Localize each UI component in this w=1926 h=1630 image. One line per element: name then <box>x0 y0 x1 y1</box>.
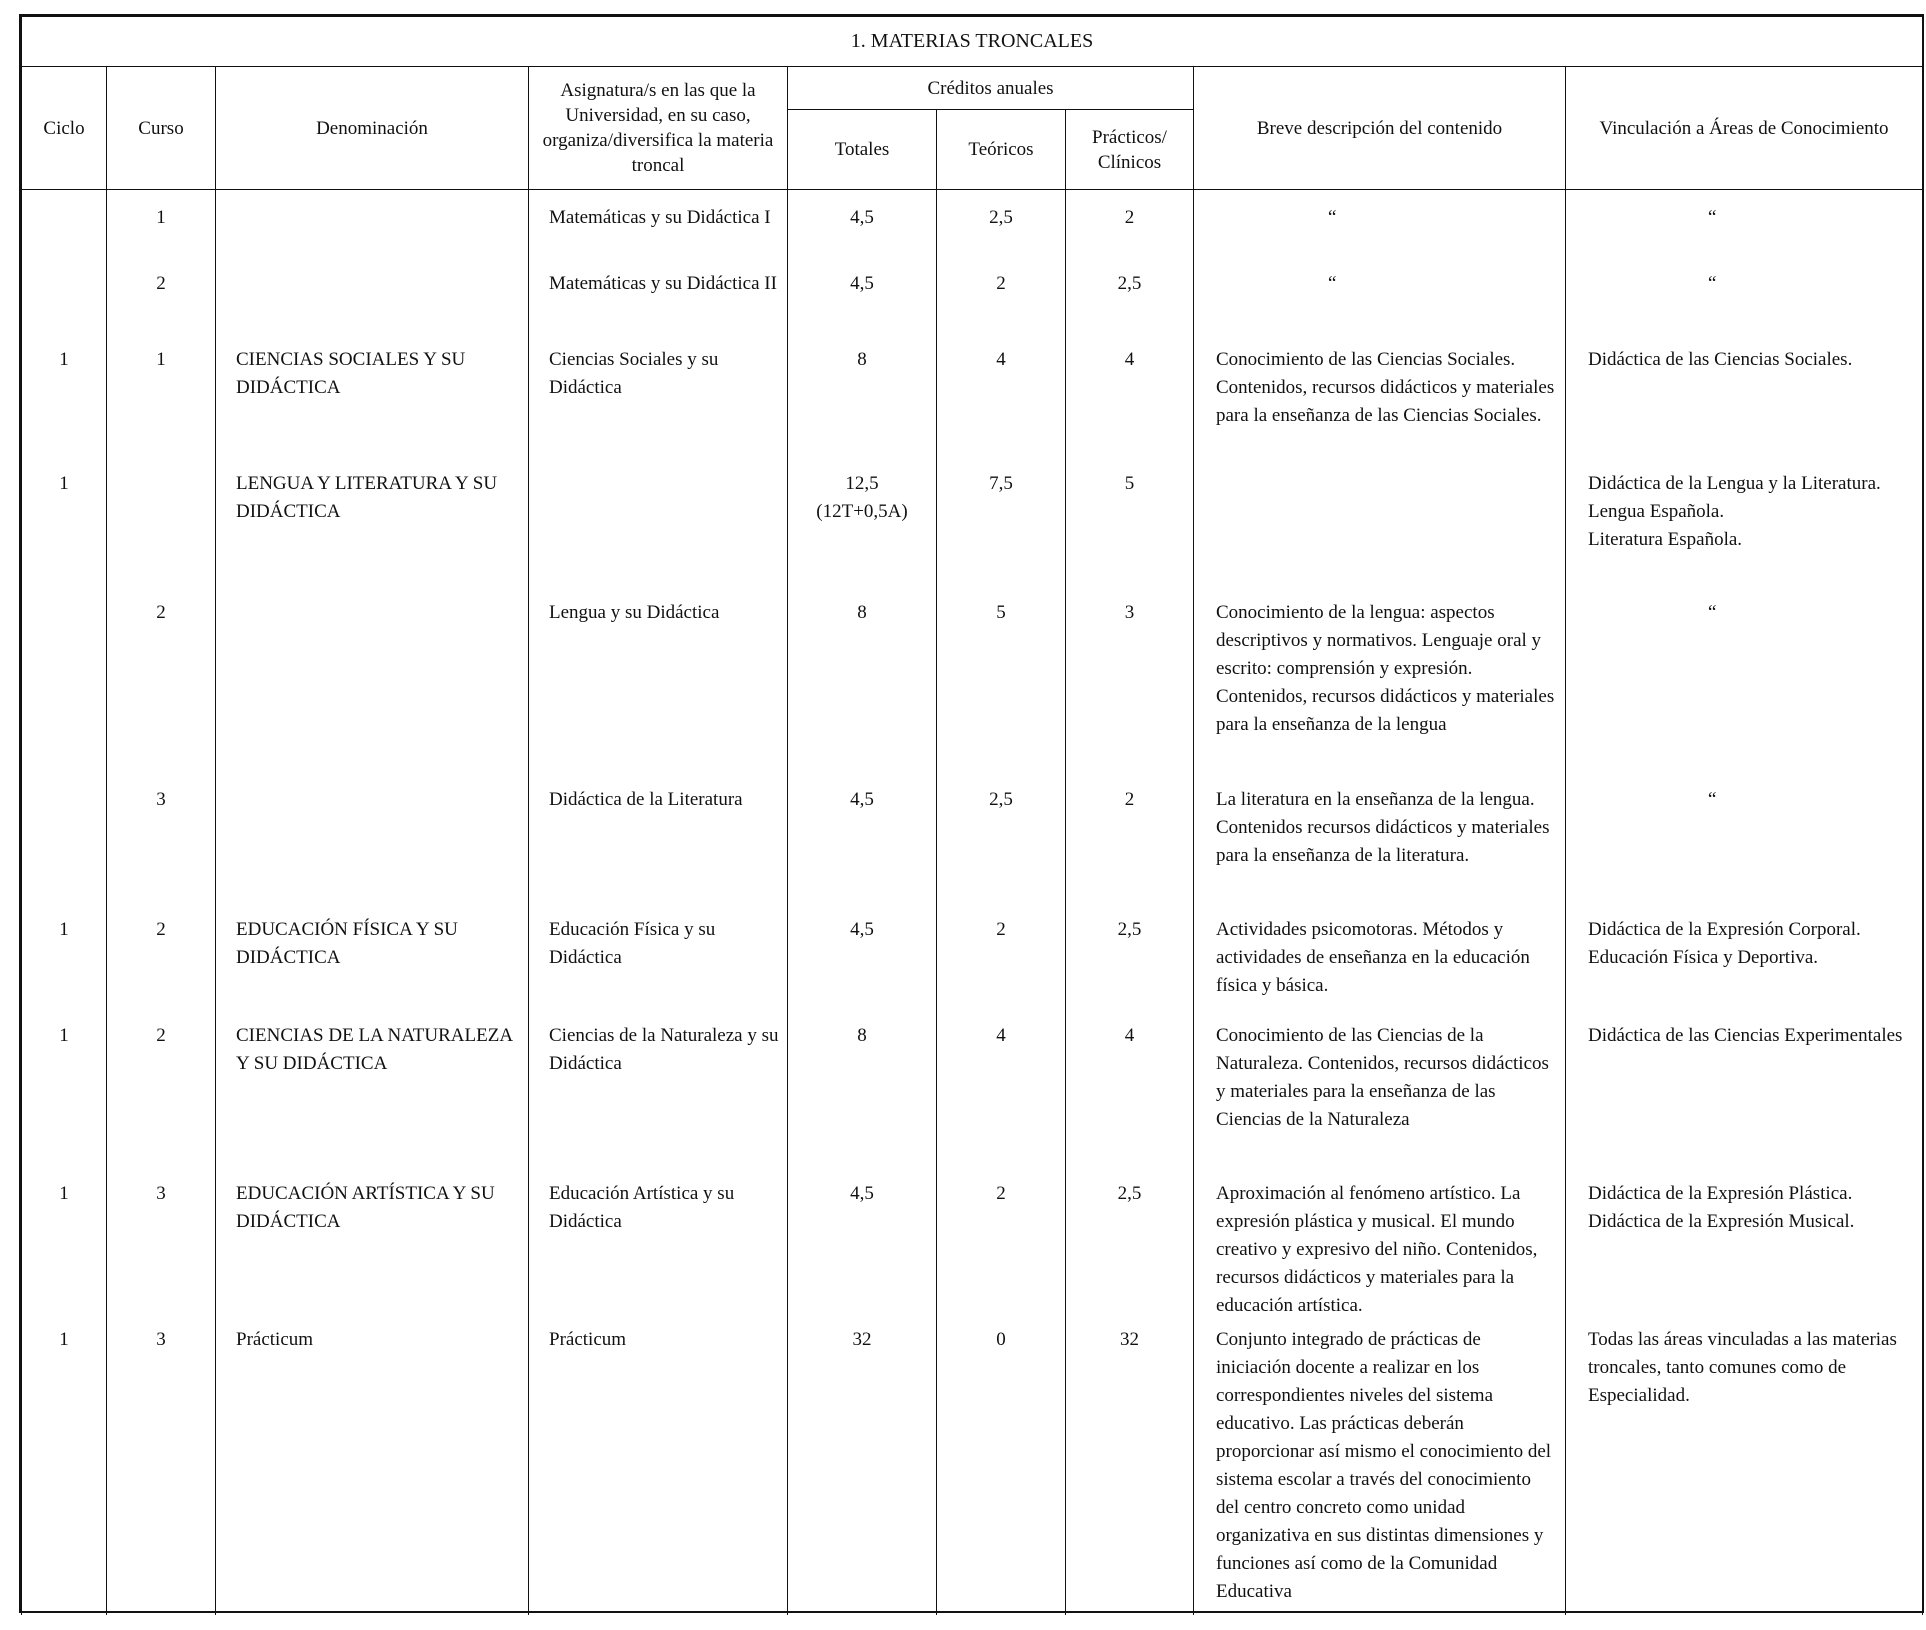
cell-curso-text: 2 <box>156 601 166 623</box>
cell-denominacion <box>216 780 529 910</box>
cell-practicos-text: 2,5 <box>1117 272 1142 294</box>
cell-ciclo-text: 1 <box>59 1182 69 1204</box>
cell-totales <box>788 190 937 264</box>
cell-asignatura-text: Didáctica de la Literatura <box>549 788 743 810</box>
cell-teoricos <box>937 1016 1066 1174</box>
cell-practicos-text: 2,5 <box>1117 918 1142 940</box>
vinculacion-line: Educación Física y Deportiva. <box>1588 946 1819 968</box>
cell-denominacion-text: EDUCACIÓN ARTÍSTICA Y SU DIDÁCTICA <box>236 1182 495 1232</box>
cell-denominacion-text: Prácticum <box>236 1328 314 1350</box>
cell-descripcion-text: “ <box>1328 207 1337 228</box>
cell-descripcion-text: “ <box>1328 272 1337 294</box>
cell-teoricos-text: 7,5 <box>989 472 1013 494</box>
cell-ciclo <box>22 1016 107 1174</box>
vinculacion-line: Lengua Española. <box>1588 500 1725 522</box>
cell-totales <box>788 464 937 593</box>
cell-descripcion-text: Aproximación al fenómeno artístico. La expresión plástica y musical. El mundo creativo y expresivo del niño. Contenidos, recursos didácticos y materiales para la educación artística. <box>1216 1182 1538 1316</box>
cell-descripcion <box>1194 340 1566 464</box>
cell-curso-text: 2 <box>156 1024 166 1046</box>
cell-practicos <box>1066 190 1194 264</box>
cell-vinculacion-text: “ <box>1708 788 1717 810</box>
cell-teoricos-text: 5 <box>996 601 1006 623</box>
cell-descripcion <box>1194 780 1566 910</box>
cell-curso-text: 2 <box>156 918 166 940</box>
cell-asignatura <box>529 1174 788 1320</box>
cell-descripcion-text: Actividades psicomotoras. Métodos y actividades de enseñanza en la educación física y básica. <box>1216 918 1530 996</box>
cell-curso <box>107 780 216 910</box>
cell-denominacion-text: EDUCACIÓN FÍSICA Y SU DIDÁCTICA <box>236 918 458 968</box>
cell-asignatura <box>529 1016 788 1174</box>
header-creditos-anuales: Créditos anuales <box>788 67 1194 110</box>
cell-teoricos-text: 4 <box>996 348 1006 370</box>
table-row <box>22 340 1923 464</box>
cell-ciclo <box>22 1174 107 1320</box>
cell-vinculacion <box>1566 264 1923 340</box>
cell-asignatura-text: Educación Física y su Didáctica <box>549 918 716 968</box>
materias-troncales-table <box>21 16 1923 1615</box>
cell-teoricos-text: 2,5 <box>989 207 1013 228</box>
cell-descripcion <box>1194 910 1566 1016</box>
cell-practicos-text: 2 <box>1124 207 1135 228</box>
cell-practicos-text: 5 <box>1124 472 1135 494</box>
cell-totales-text: 12,5 <box>845 472 879 494</box>
cell-descripcion-text: Conocimiento de las Ciencias de la Naturaleza. Contenidos, recursos didácticos y materiales para la enseñanza de las Ciencias de la Naturaleza <box>1216 1024 1549 1130</box>
cell-practicos <box>1066 340 1194 464</box>
cell-descripcion <box>1194 464 1566 593</box>
cell-ciclo <box>22 780 107 910</box>
cell-curso-text: 3 <box>156 1328 166 1350</box>
table-row <box>22 464 1923 593</box>
cell-totales <box>788 780 937 910</box>
cell-practicos <box>1066 1320 1194 1615</box>
table-row <box>22 190 1923 264</box>
header-vinculacion: Vinculación a Áreas de Conocimiento <box>1566 67 1923 190</box>
cell-asignatura-text: Matemáticas y su Didáctica I <box>549 207 771 228</box>
cell-denominacion-text: CIENCIAS DE LA NATURALEZA Y SU DIDÁCTICA <box>236 1024 513 1074</box>
cell-denominacion <box>216 190 529 264</box>
cell-denominacion-text: LENGUA Y LITERATURA Y SU DIDÁCTICA <box>236 472 498 522</box>
cell-descripcion <box>1194 190 1566 264</box>
cell-totales-text: 4,5 <box>850 918 874 940</box>
cell-denominacion <box>216 910 529 1016</box>
vinculacion-line: Didáctica de la Expresión Plástica. <box>1588 1182 1853 1204</box>
cell-denominacion <box>216 264 529 340</box>
cell-asignatura <box>529 264 788 340</box>
cell-asignatura-text: Prácticum <box>549 1328 627 1350</box>
materias-troncales-sheet <box>19 14 1924 1613</box>
table-row <box>22 910 1923 1016</box>
cell-curso <box>107 1320 216 1615</box>
cell-vinculacion <box>1566 910 1923 1016</box>
cell-vinculacion-text: “ <box>1708 207 1717 228</box>
cell-practicos <box>1066 1174 1194 1320</box>
cell-teoricos-text: 2 <box>996 272 1006 294</box>
cell-asignatura <box>529 910 788 1016</box>
cell-curso-text: 3 <box>156 788 166 810</box>
cell-teoricos <box>937 593 1066 780</box>
header-teoricos: Teóricos <box>937 110 1066 190</box>
cell-asignatura <box>529 593 788 780</box>
cell-totales <box>788 1320 937 1615</box>
cell-asignatura <box>529 340 788 464</box>
cell-totales-text: 4,5 <box>850 788 874 810</box>
cell-curso-text: 1 <box>156 207 166 228</box>
cell-teoricos <box>937 264 1066 340</box>
cell-vinculacion <box>1566 593 1923 780</box>
cell-vinculacion <box>1566 1320 1923 1615</box>
cell-practicos <box>1066 264 1194 340</box>
cell-practicos <box>1066 1016 1194 1174</box>
cell-teoricos-text: 2,5 <box>989 788 1013 810</box>
cell-ciclo <box>22 340 107 464</box>
cell-teoricos-text: 4 <box>996 1024 1006 1046</box>
vinculacion-line: Didáctica de la Lengua y la Literatura. <box>1588 472 1881 494</box>
cell-ciclo <box>22 1320 107 1615</box>
vinculacion-line: Didáctica de la Expresión Musical. <box>1588 1210 1855 1232</box>
cell-totales <box>788 264 937 340</box>
cell-totales-text: 8 <box>857 601 867 623</box>
cell-practicos-text: 32 <box>1120 1328 1139 1350</box>
header-totales: Totales <box>788 110 937 190</box>
cell-vinculacion-text: “ <box>1708 272 1717 294</box>
cell-ciclo <box>22 190 107 264</box>
cell-descripcion-text: La literatura en la enseñanza de la lengua. Contenidos recursos didácticos y materiales para la enseñanza de la literatura. <box>1216 788 1550 866</box>
table-row <box>22 1174 1923 1320</box>
cell-practicos-text: 3 <box>1124 601 1135 623</box>
cell-asignatura-text: Ciencias Sociales y su Didáctica <box>549 348 719 398</box>
cell-practicos-text: 4 <box>1124 1024 1135 1046</box>
cell-denominacion <box>216 464 529 593</box>
cell-teoricos <box>937 340 1066 464</box>
cell-teoricos-text: 0 <box>996 1328 1006 1350</box>
cell-denominacion <box>216 1016 529 1174</box>
cell-totales-text: 4,5 <box>850 207 874 228</box>
cell-practicos-text: 2 <box>1124 788 1135 810</box>
cell-ciclo-text: 1 <box>59 1024 69 1046</box>
cell-curso <box>107 1016 216 1174</box>
cell-curso <box>107 340 216 464</box>
cell-descripcion-text: Conocimiento de las Ciencias Sociales. Contenidos, recursos didácticos y materiales para la enseñanza de las Ciencias Sociales. <box>1216 348 1555 426</box>
cell-practicos <box>1066 780 1194 910</box>
cell-vinculacion <box>1566 340 1923 464</box>
cell-vinculacion-text: “ <box>1708 601 1717 623</box>
cell-totales <box>788 340 937 464</box>
cell-ciclo <box>22 264 107 340</box>
cell-descripcion <box>1194 264 1566 340</box>
header-curso: Curso <box>107 67 216 190</box>
cell-ciclo-text: 1 <box>59 348 69 370</box>
table-row <box>22 593 1923 780</box>
cell-practicos-text: 2,5 <box>1117 1182 1142 1204</box>
cell-ciclo <box>22 593 107 780</box>
header-ciclo: Ciclo <box>22 67 107 190</box>
header-asignatura: Asignatura/s en las que la Universidad, en su caso, organiza/diversifica la materia troncal <box>529 67 788 190</box>
cell-totales-text: 8 <box>857 348 867 370</box>
cell-asignatura-text: Matemáticas y su Didáctica II <box>549 272 777 294</box>
header-denominacion: Denominación <box>216 67 529 190</box>
cell-denominacion-text: CIENCIAS SOCIALES Y SU DIDÁCTICA <box>236 348 466 398</box>
cell-ciclo <box>22 910 107 1016</box>
cell-vinculacion <box>1566 464 1923 593</box>
cell-totales-text: 8 <box>857 1024 867 1046</box>
vinculacion-line: Didáctica de la Expresión Corporal. <box>1588 918 1861 940</box>
cell-vinculacion <box>1566 1016 1923 1174</box>
cell-denominacion <box>216 593 529 780</box>
cell-curso <box>107 593 216 780</box>
cell-curso-text: 2 <box>156 272 166 294</box>
cell-asignatura-text: Lengua y su Didáctica <box>549 601 720 623</box>
cell-totales-breakdown: (12T+0,5A) <box>816 500 908 522</box>
cell-ciclo-text: 1 <box>59 1328 69 1350</box>
cell-teoricos-text: 2 <box>996 1182 1006 1204</box>
header-practicos: Prácticos/ Clínicos <box>1066 110 1194 190</box>
cell-teoricos <box>937 190 1066 264</box>
cell-descripcion <box>1194 1320 1566 1615</box>
cell-teoricos <box>937 910 1066 1016</box>
cell-totales <box>788 910 937 1016</box>
cell-descripcion <box>1194 1174 1566 1320</box>
cell-vinculacion <box>1566 190 1923 264</box>
cell-teoricos-text: 2 <box>996 918 1006 940</box>
table-row <box>22 1320 1923 1615</box>
cell-asignatura-text: Educación Artística y su Didáctica <box>549 1182 735 1232</box>
cell-teoricos <box>937 1320 1066 1615</box>
cell-descripcion <box>1194 1016 1566 1174</box>
cell-asignatura-text: Ciencias de la Naturaleza y su Didáctica <box>549 1024 779 1074</box>
cell-totales <box>788 1016 937 1174</box>
cell-vinculacion <box>1566 1174 1923 1320</box>
cell-teoricos <box>937 1174 1066 1320</box>
cell-ciclo-text: 1 <box>59 918 69 940</box>
cell-asignatura <box>529 780 788 910</box>
vinculacion-line: Literatura Española. <box>1588 528 1743 550</box>
cell-curso <box>107 1174 216 1320</box>
cell-vinculacion-text: Didáctica de las Ciencias Experimentales <box>1588 1024 1903 1046</box>
cell-ciclo <box>22 464 107 593</box>
cell-curso <box>107 464 216 593</box>
cell-denominacion <box>216 1320 529 1615</box>
table-body <box>22 190 1923 1615</box>
cell-totales-text: 32 <box>852 1328 872 1350</box>
header-descripcion: Breve descripción del contenido <box>1194 67 1566 190</box>
cell-curso-text: 3 <box>156 1182 166 1204</box>
cell-totales-text: 4,5 <box>850 272 874 294</box>
cell-descripcion <box>1194 593 1566 780</box>
cell-practicos <box>1066 593 1194 780</box>
cell-descripcion-text: Conocimiento de la lengua: aspectos descriptivos y normativos. Lenguaje oral y escrito: comprensión y expresión. Contenidos, recursos didácticos y materiales para la enseñanza de la lengua <box>1216 601 1555 735</box>
cell-totales <box>788 1174 937 1320</box>
cell-asignatura <box>529 464 788 593</box>
cell-ciclo-text: 1 <box>59 472 69 494</box>
cell-asignatura <box>529 190 788 264</box>
cell-curso-text: 1 <box>156 348 166 370</box>
cell-vinculacion <box>1566 780 1923 910</box>
cell-curso <box>107 910 216 1016</box>
table-row <box>22 1016 1923 1174</box>
cell-vinculacion-text: Didáctica de las Ciencias Sociales. <box>1588 348 1853 370</box>
cell-vinculacion-text: Todas las áreas vinculadas a las materias troncales, tanto comunes como de Especialidad. <box>1588 1328 1897 1406</box>
cell-curso <box>107 190 216 264</box>
table-title: 1. MATERIAS TRONCALES <box>22 17 1923 67</box>
cell-practicos <box>1066 910 1194 1016</box>
cell-curso <box>107 264 216 340</box>
cell-practicos-text: 4 <box>1124 348 1135 370</box>
cell-denominacion <box>216 1174 529 1320</box>
cell-descripcion-text: Conjunto integrado de prácticas de iniciación docente a realizar en los correspondientes niveles del sistema educativo. Las prácticas deberán proporcionar así mismo el conocimiento del sistema escolar a través del conocimiento del centro concreto como unidad organizativa en sus distintas dimensiones y funciones así como de la Comunidad Educativa <box>1216 1328 1552 1602</box>
cell-practicos <box>1066 464 1194 593</box>
cell-teoricos <box>937 780 1066 910</box>
cell-teoricos <box>937 464 1066 593</box>
table-row <box>22 264 1923 340</box>
cell-totales <box>788 593 937 780</box>
table-row <box>22 780 1923 910</box>
cell-denominacion <box>216 340 529 464</box>
cell-totales-text: 4,5 <box>850 1182 874 1204</box>
cell-asignatura <box>529 1320 788 1615</box>
